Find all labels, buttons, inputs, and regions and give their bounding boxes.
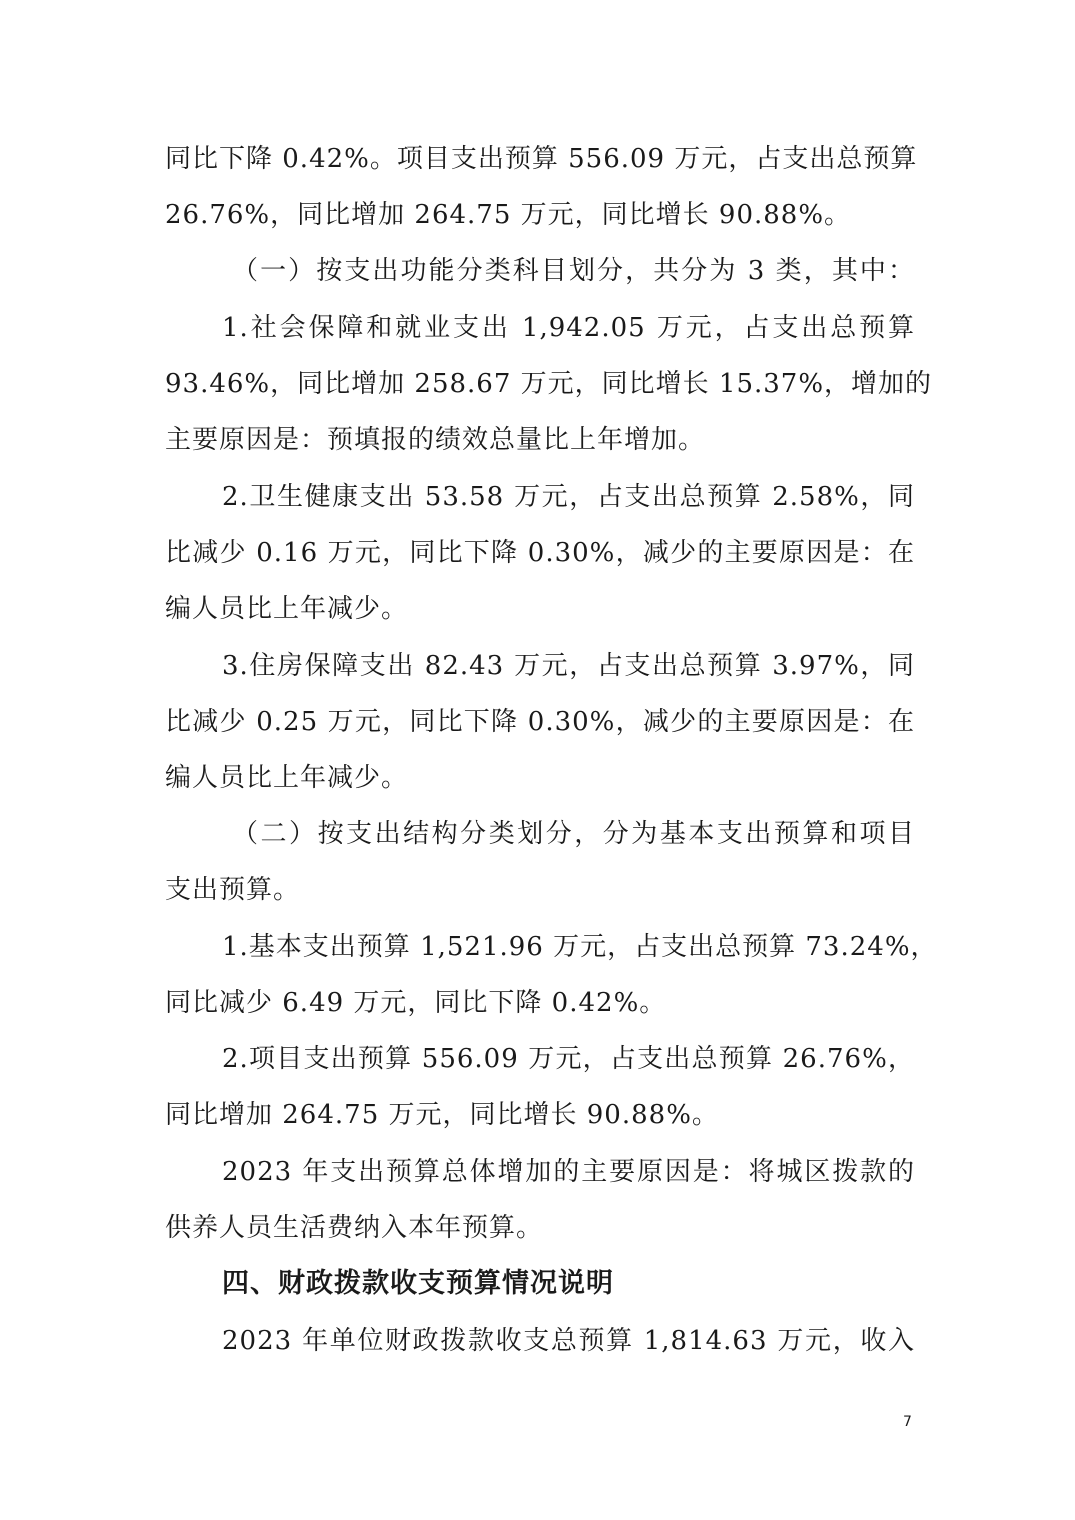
paragraph-line: 2023 年单位财政拨款收支总预算 1,814.63 万元，收入 xyxy=(222,1326,915,1356)
section-heading: 四、财政拨款收支预算情况说明 xyxy=(222,1268,614,1299)
paragraph-line: 同比增加 264.75 万元，同比增长 90.88%。 xyxy=(165,1100,719,1130)
paragraph-line: 编人员比上年减少。 xyxy=(165,594,409,624)
paragraph-line: 比减少 0.25 万元，同比下降 0.30%，减少的主要原因是：在 xyxy=(165,707,915,737)
paragraph-line: 3.住房保障支出 82.43 万元，占支出总预算 3.97%，同 xyxy=(222,651,915,681)
paragraph-line: 1.基本支出预算 1,521.96 万元，占支出总预算 73.24%， xyxy=(222,932,938,962)
paragraph-line: 同比下降 0.42%。项目支出预算 556.09 万元，占支出总预算 xyxy=(165,144,918,174)
paragraph-line: 1.社会保障和就业支出 1,942.05 万元，占支出总预算 xyxy=(222,313,915,343)
paragraph-line: 2023 年支出预算总体增加的主要原因是：将城区拨款的 xyxy=(222,1157,915,1187)
paragraph-line: 同比减少 6.49 万元，同比下降 0.42%。 xyxy=(165,988,667,1018)
paragraph-line: 支出预算。 xyxy=(165,875,301,905)
paragraph-line: 编人员比上年减少。 xyxy=(165,763,409,793)
paragraph-line: 供养人员生活费纳入本年预算。 xyxy=(165,1213,544,1243)
section-subheading-line: （二）按支出结构分类划分，分为基本支出预算和项目 xyxy=(232,819,915,849)
paragraph-line: 93.46%，同比增加 258.67 万元，同比增长 15.37%，增加的 xyxy=(165,369,933,399)
paragraph-line: 26.76%，同比增加 264.75 万元，同比增长 90.88%。 xyxy=(165,200,852,230)
paragraph-line: 比减少 0.16 万元，同比下降 0.30%，减少的主要原因是：在 xyxy=(165,538,915,568)
paragraph-line: 主要原因是：预填报的绩效总量比上年增加。 xyxy=(165,425,706,455)
paragraph-line: 2.卫生健康支出 53.58 万元，占支出总预算 2.58%，同 xyxy=(222,482,915,512)
section-subheading-line: （一）按支出功能分类科目划分，共分为 3 类，其中： xyxy=(232,256,915,286)
paragraph-line: 2.项目支出预算 556.09 万元，占支出总预算 26.76%， xyxy=(222,1044,915,1074)
page-number: 7 xyxy=(903,1414,912,1430)
